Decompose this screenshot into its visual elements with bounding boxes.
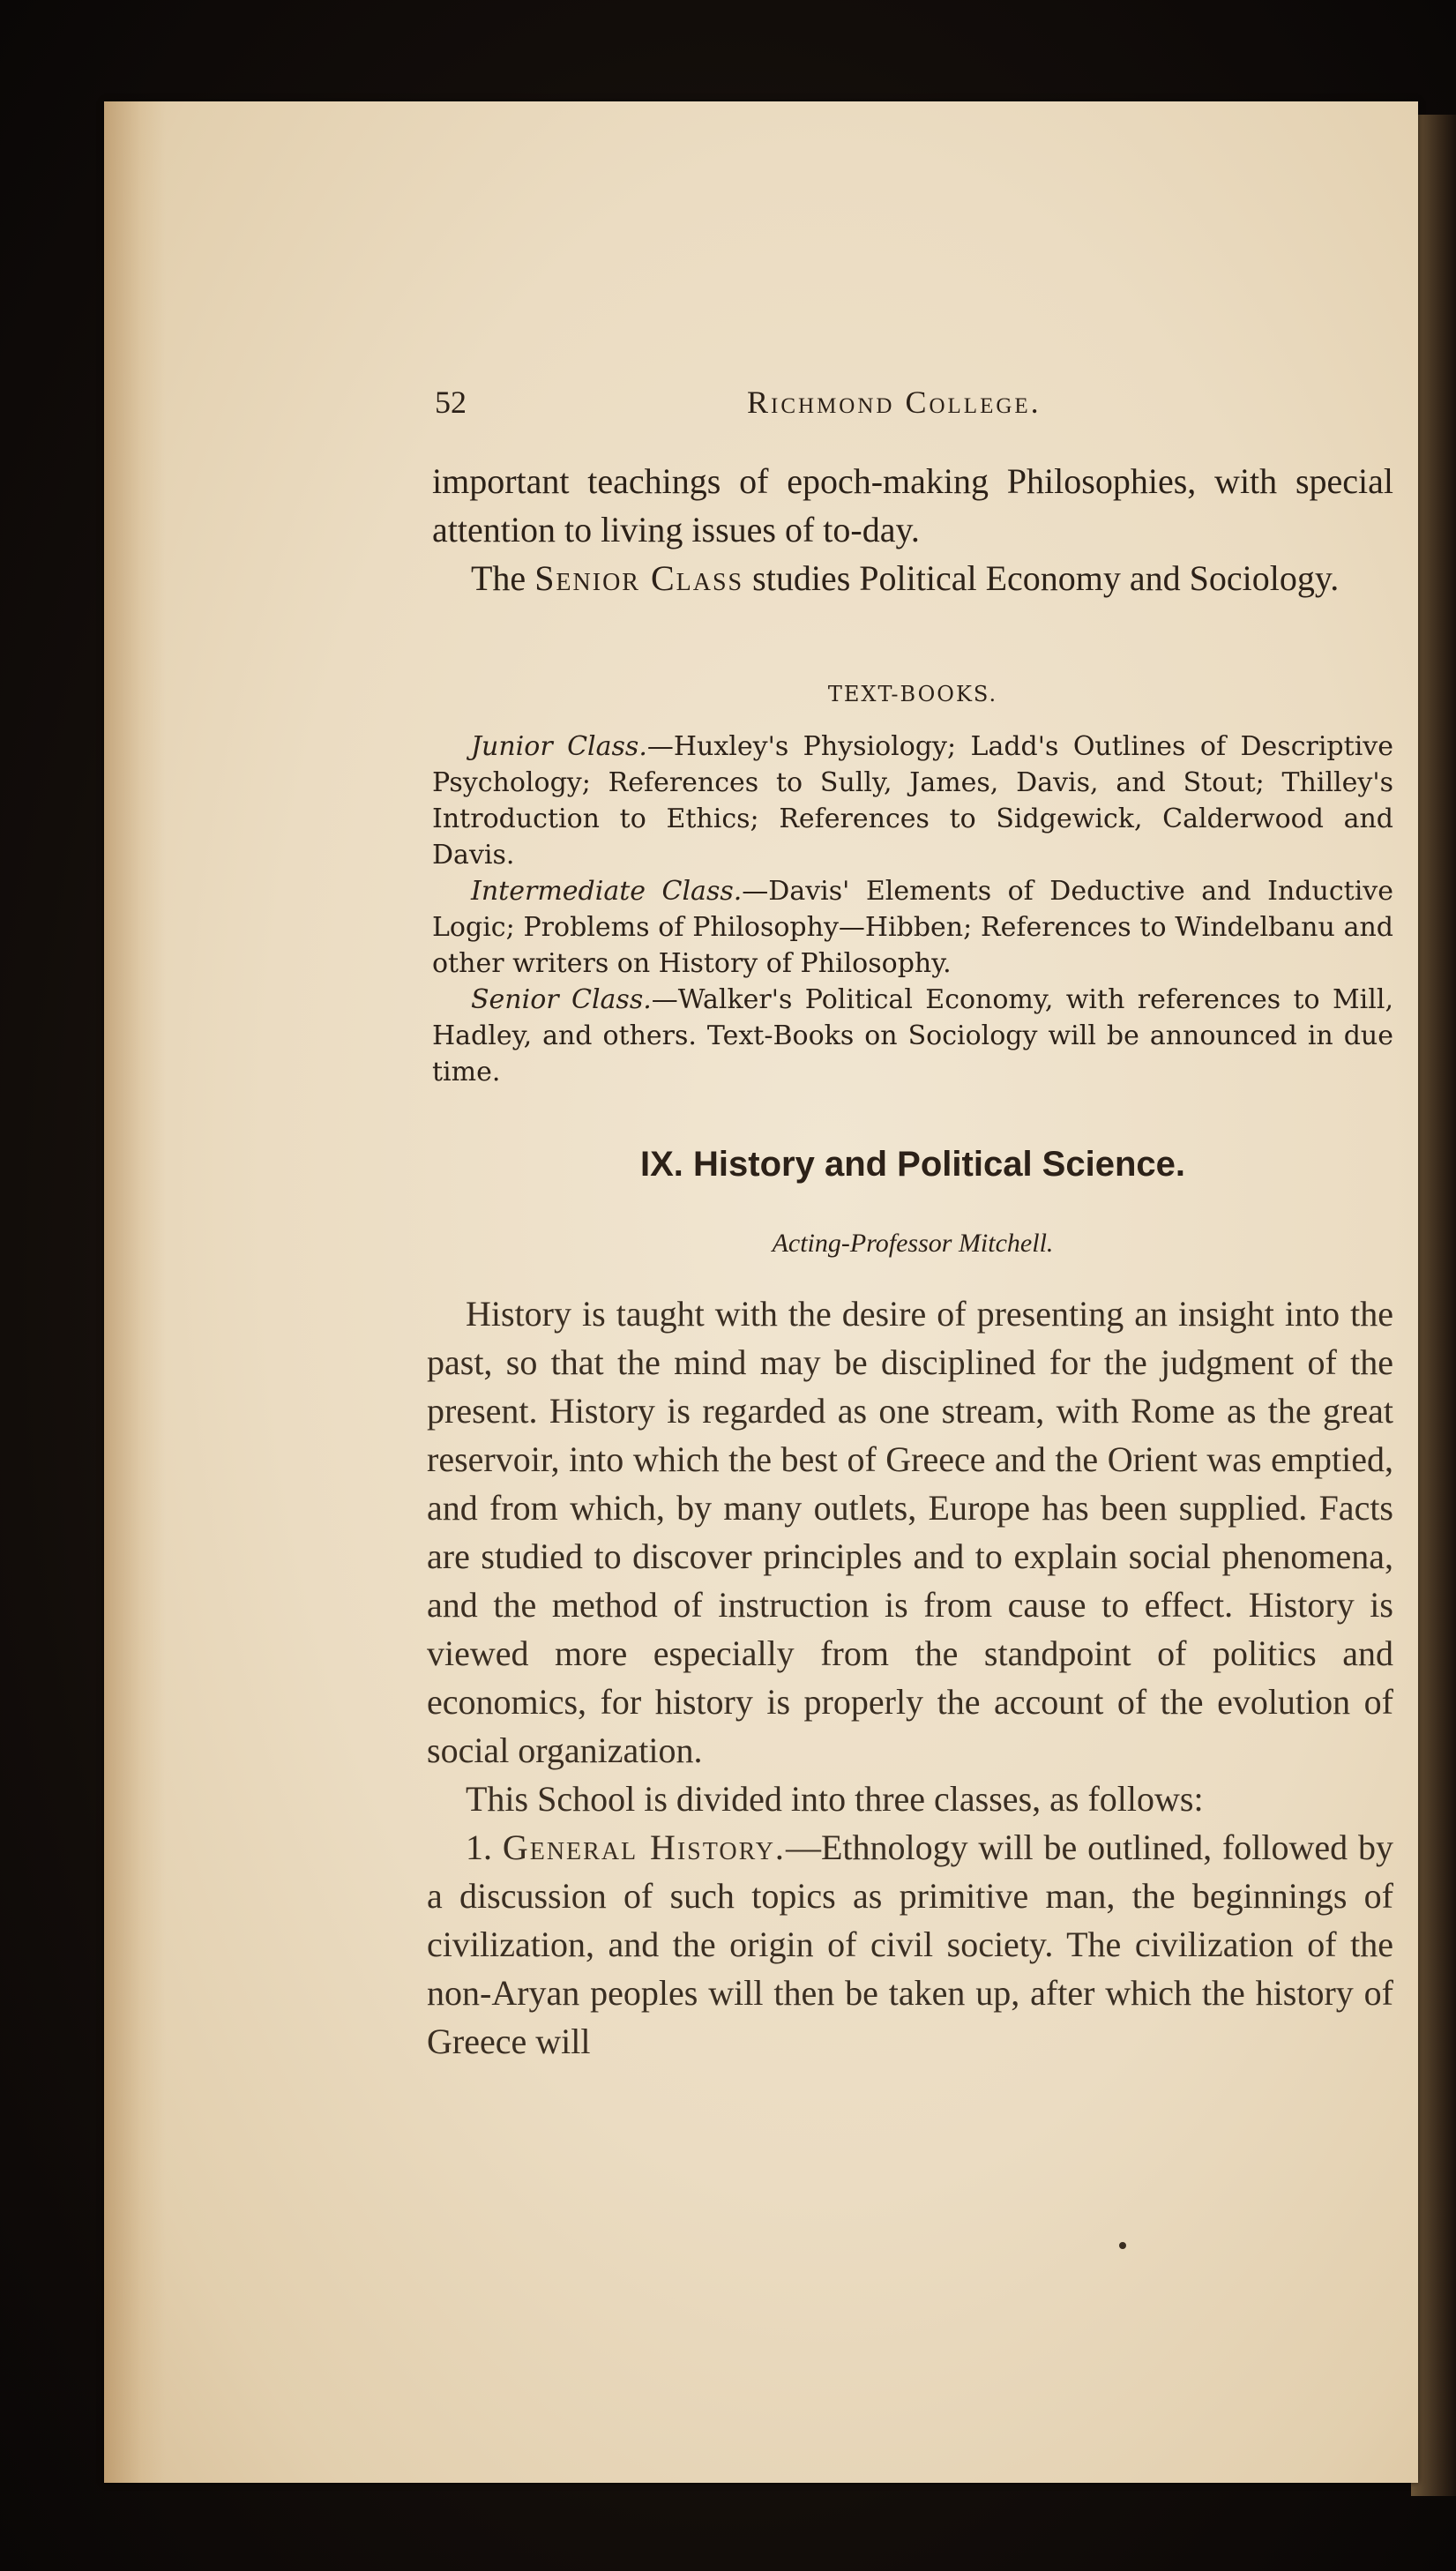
textbook-entry-senior (432, 982, 1393, 1090)
entry-label: Senior Class. (471, 984, 652, 1015)
page-number: 52 (435, 385, 467, 420)
item-text: —Ethnology will be outlined, followed by a discussion of such topics as primitive man, the beginnings of civilization, and the origin of civil society. The civilization of the non-Aryan peoples will then be taken up, after which the history of Greece will (427, 1827, 1393, 2061)
intro-text (432, 457, 1393, 602)
item-label: General History. (502, 1827, 786, 1867)
general-history-item (427, 1823, 1393, 2066)
entry-text: —Walker's Political Economy, with references to Mill, Hadley, and others. Text-Books on Sociology will be announced in due time. (432, 984, 1393, 1087)
intro-paragraph: important teachings of epoch-making Philosophies, with special attention to living issues of to-day. (432, 461, 1393, 549)
entry-label: Intermediate Class. (471, 876, 743, 907)
running-head (435, 384, 1409, 437)
section-heading: IX. History and Political Science. (640, 1145, 1185, 1184)
section-body (427, 1289, 1393, 2066)
senior-prefix: The (471, 558, 535, 598)
textbook-entry-junior (432, 729, 1393, 873)
item-number: 1. (466, 1827, 503, 1867)
textbooks-heading: TEXT-BOOKS. (827, 682, 998, 706)
entry-label: Junior Class. (471, 731, 647, 762)
classes-intro: This School is divided into three classes, as follows: (466, 1779, 1204, 1819)
senior-rest: studies Political Economy and Sociology. (743, 558, 1340, 598)
senior-class-label: Senior Class (534, 558, 744, 598)
senior-class-paragraph (432, 554, 1393, 602)
history-paragraph: History is taught with the desire of presenting an insight into the past, so that the mind may be disciplined for the judgment of the present. History is regarded as one stream, with Rome as the great reservoir, into which the best of Greece and the Orient was emptied, and from which, by many outlets, Europe has been supplied. Facts are studied to discover principles and to explain social phenomena, and the method of instruction is from cause to effect. History is viewed more especially from the standpoint of politics and economics, for history is properly the account of the evolution of social organization. (427, 1294, 1393, 1770)
section-byline: Acting-Professor Mitchell. (772, 1229, 1054, 1258)
textbook-entry-intermediate (432, 873, 1393, 982)
gutter-shading (104, 101, 166, 2483)
running-title: Richmond College. (747, 385, 1042, 420)
paper-speck (1119, 2242, 1126, 2249)
entry-text: —Davis' Elements of Deductive and Inductive Logic; Problems of Philosophy—Hibben; References to Windelbanu and other writers on History of Philosophy. (432, 876, 1393, 979)
textbooks-list (432, 729, 1393, 1090)
entry-text: —Huxley's Physiology; Ladd's Outlines of Descriptive Psychology; References to Sully, James, Davis, and Stout; Thilley's Introduction to Ethics; References to Sidgewick, Calderwood and Davis. (432, 731, 1393, 871)
